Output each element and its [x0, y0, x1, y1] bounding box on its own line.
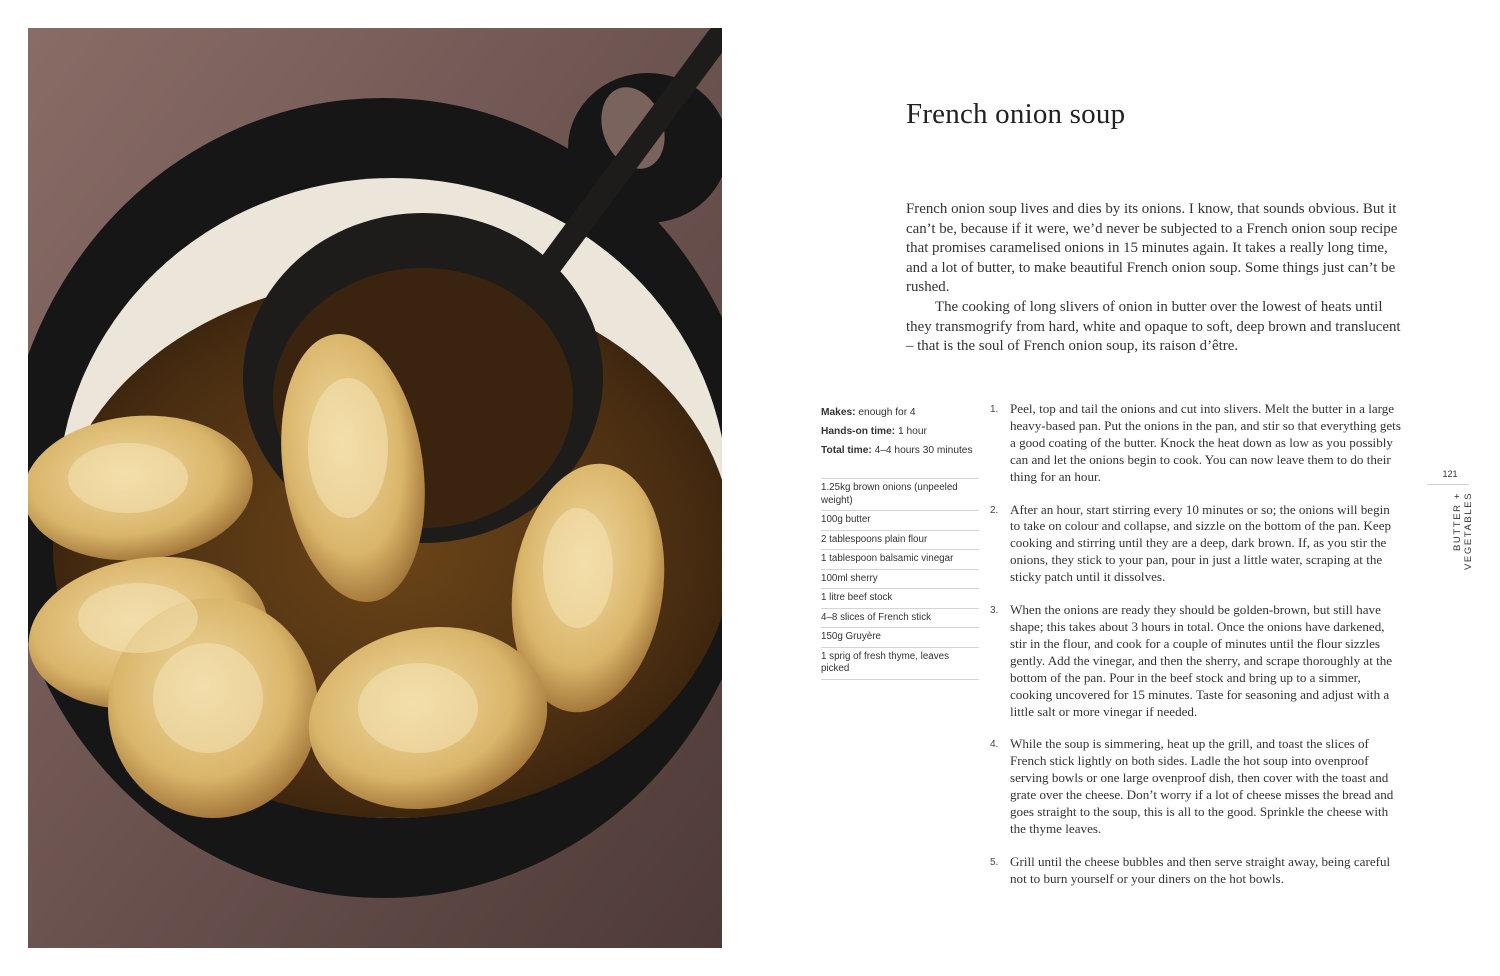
step-text: When the onions are ready they should be golden-brown, but still have shape; this takes about 3 hours in total. Once the onions have darkened, stir in the flour, and cook for a couple of minutes until the flour sizzles gently. Add the vinegar, and then the sherry, and scrape thoroughly at the bottom of the pan. Pour in the beef stock and bring up to a simmer, cooking uncovered for 15 minutes. Taste for seasoning and adjust with a little salt or more vinegar if needed. — [1010, 602, 1393, 719]
ingredient-item: 100g butter — [821, 511, 979, 531]
ingredient-item: 1.25kg brown onions (unpeeled weight) — [821, 479, 979, 511]
soup-photo-illustration — [28, 28, 722, 948]
method-step — [990, 401, 1402, 486]
ingredient-item: 150g Gruyère — [821, 628, 979, 648]
hands-on-line — [821, 422, 981, 441]
makes-line — [821, 403, 981, 422]
recipe-intro — [906, 200, 1406, 357]
step-text: Grill until the cheese bubbles and then serve straight away, being careful not to burn yourself or your diners on the hot bowls. — [1010, 853, 1391, 886]
intro-paragraph: French onion soup lives and dies by its onions. I know, that sounds obvious. But it can’t be, because if it were, we’d never be subjected to a French onion soup recipe that promises caramelised onions in 15 minutes again. It takes a really long time, and a lot of butter, to make beautiful French onion soup. Some things just can’t be rushed. — [906, 201, 1398, 296]
hands-on-label: Hands-on time: — [821, 426, 896, 437]
step-number: 1. — [990, 404, 999, 415]
total-time-line — [821, 441, 981, 460]
ingredient-item: 1 sprig of fresh thyme, leaves picked — [821, 648, 979, 680]
ingredient-list — [821, 478, 979, 680]
makes-label: Makes: — [821, 407, 856, 418]
step-text: While the soup is simmering, heat up the grill, and toast the slices of French stick lightly on both sides. Ladle the hot soup into ovenproof serving bowls or one large ovenproof dish, then cover with the toast and grate over the cheese. Don’t worry if a lot of cheese misses the bread and goes straight to the soup, this is all to the good. Sprinkle the cheese with the thyme leaves. — [1010, 736, 1394, 836]
ingredient-item: 1 litre beef stock — [821, 589, 979, 609]
step-text: After an hour, start stirring every 10 minutes or so; the onions will begin to take on colour and collapse, and sizzle on the bottom of the pan. Keep cooking and stirring until they are a deep, dark brown. If, as you stir the onions, they stick to your pan, pour in just a little water, scraping at the sticky patch until it dissolves. — [1010, 501, 1392, 585]
hands-on-value: 1 hour — [898, 426, 927, 437]
page-divider — [1427, 484, 1469, 485]
method-steps — [990, 401, 1402, 904]
method-step — [990, 736, 1402, 837]
section-label: BUTTER + VEGETABLES — [1452, 492, 1474, 571]
method-step — [990, 502, 1402, 587]
page-number: 121 — [1442, 469, 1458, 479]
makes-value: enough for 4 — [858, 407, 916, 418]
ingredient-item: 2 tablespoons plain flour — [821, 531, 979, 551]
step-text: Peel, top and tail the onions and cut into slivers. Melt the butter in a large heavy-based pan. Put the onions in the pan, and stir so that everything gets a good coating of the butter. Knock the heat down as low as you possibly can and let the onions begin to cook. You can now leave them to do their thing for an hour. — [1010, 401, 1401, 484]
total-time-value: 4–4 hours 30 minutes — [874, 445, 973, 456]
step-number: 5. — [990, 856, 999, 868]
ingredient-item: 100ml sherry — [821, 570, 979, 590]
ingredient-item: 4–8 slices of French stick — [821, 609, 979, 629]
step-number: 2. — [990, 504, 999, 516]
ingredient-item: 1 tablespoon balsamic vinegar — [821, 550, 979, 570]
total-time-label: Total time: — [821, 445, 872, 456]
intro-paragraph: The cooking of long slivers of onion in butter over the lowest of heats until they transmogrify from hard, white and opaque to soft, deep brown and translucent – that is the soul of French onion soup, its raison d’être. — [906, 298, 1401, 355]
step-number: 3. — [990, 605, 999, 617]
step-number: 4. — [990, 739, 999, 751]
soup-photo — [28, 28, 722, 948]
method-step — [990, 602, 1402, 720]
method-step — [990, 854, 1402, 888]
recipe-title: French onion soup — [906, 98, 1126, 130]
recipe-meta — [821, 403, 981, 460]
